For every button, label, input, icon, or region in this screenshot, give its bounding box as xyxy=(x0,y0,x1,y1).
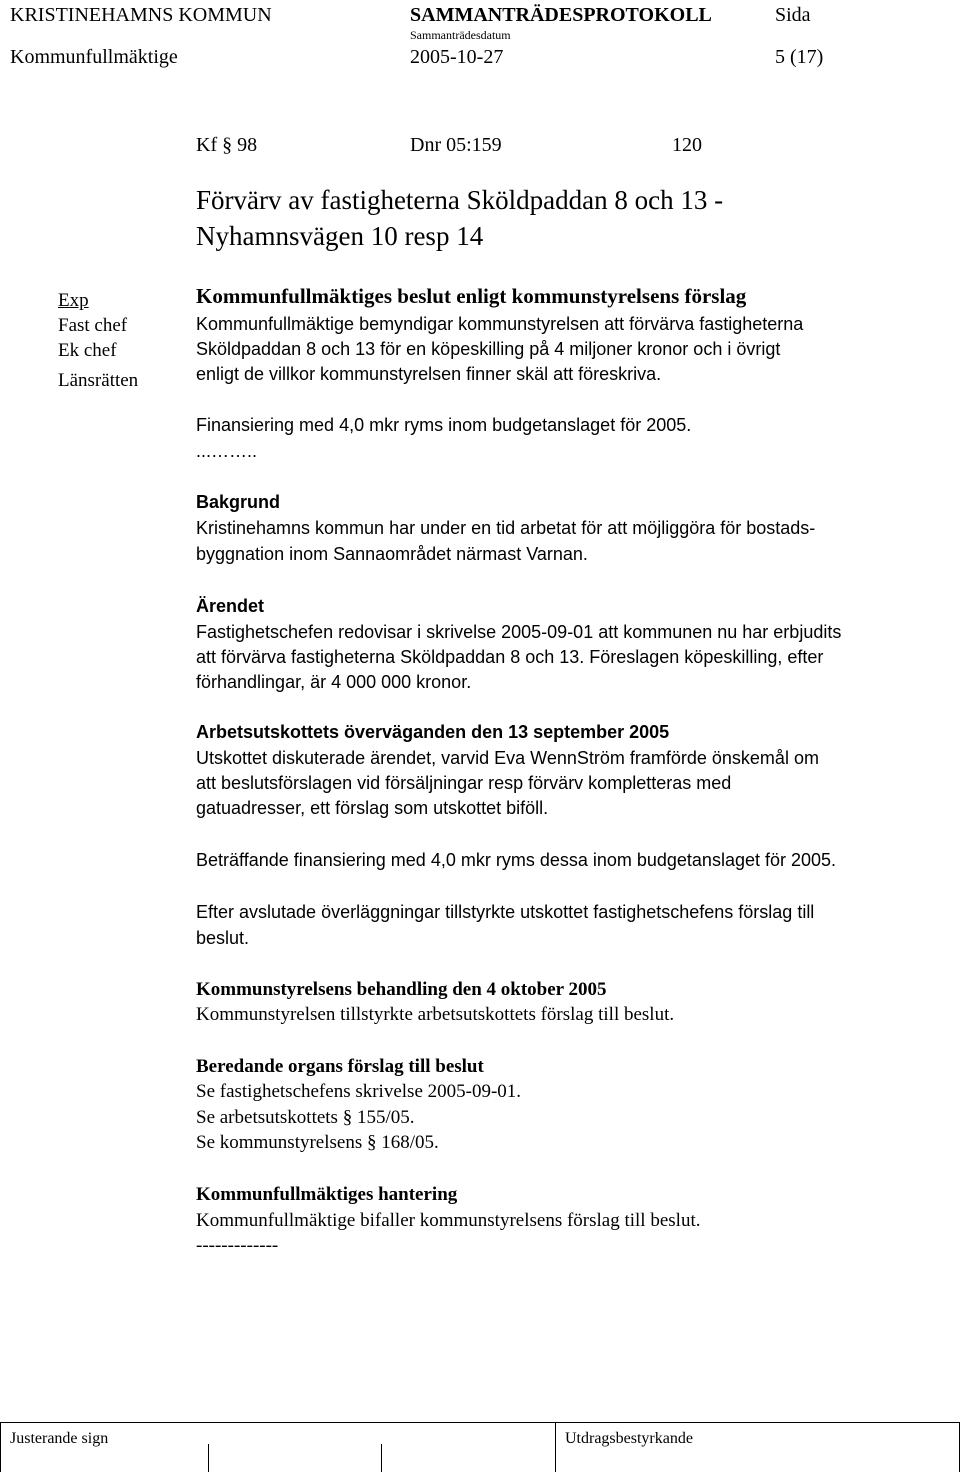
signature-box-divider xyxy=(208,1444,209,1472)
committee-heading: Arbetsutskottets överväganden den 13 september 2005 xyxy=(196,722,670,742)
prep-line: Se fastighetschefens skrivelse 2005-09-01. xyxy=(196,1081,522,1102)
kf-heading: Kommunfullmäktiges hantering xyxy=(196,1184,458,1205)
decision-line: Sköldpaddan 8 och 13 för en köpeskilling på 4 miljoner kronor och i övrigt xyxy=(196,339,781,359)
document-type: SAMMANTRÄDESPROTOKOLL xyxy=(410,4,712,26)
matter-line: att förvärva fastigheterna Sköldpaddan 8 och 13. Föreslagen köpeskilling, efter xyxy=(196,647,824,667)
committee-after-line: beslut. xyxy=(196,928,250,948)
committee-line: gatuadresser, ett förslag som utskottet biföll. xyxy=(196,798,549,818)
prep-heading: Beredande organs förslag till beslut xyxy=(196,1056,484,1077)
ks-heading: Kommunstyrelsens behandling den 4 oktober 2005 xyxy=(196,979,607,1000)
kf-dashes: ------------- xyxy=(196,1235,279,1256)
page-title-line1: Förvärv av fastigheterna Sköldpaddan 8 och 13 - xyxy=(196,185,724,215)
signature-box-divider xyxy=(381,1444,382,1472)
decision-dots: ...…….. xyxy=(196,441,258,461)
item-number: 120 xyxy=(672,134,702,156)
date-label: Sammanträdesdatum xyxy=(410,28,511,42)
decision-financing: Finansiering med 4,0 mkr ryms inom budgetanslaget för 2005. xyxy=(196,415,692,435)
page-label: Sida xyxy=(775,4,811,26)
footer-rule-left xyxy=(0,1422,1,1472)
diary-number: Dnr 05:159 xyxy=(410,134,502,156)
footer-extract-label: Utdragsbestyrkande xyxy=(565,1430,693,1447)
matter-line: Fastighetschefen redovisar i skrivelse 2005-09-01 att kommunen nu har erbjudits xyxy=(196,622,842,642)
matter-heading: Ärendet xyxy=(196,596,265,616)
footer-rule-mid xyxy=(555,1422,556,1472)
distribution-item: Ek chef xyxy=(58,340,117,361)
prep-line: Se kommunstyrelsens § 168/05. xyxy=(196,1132,439,1153)
decision-line: Kommunfullmäktige bemyndigar kommunstyrelsen att förvärva fastigheterna xyxy=(196,314,804,334)
distribution-exp: Exp xyxy=(58,290,89,311)
ks-text: Kommunstyrelsen tillstyrkte arbetsutskottets förslag till beslut. xyxy=(196,1004,675,1025)
decision-line: enligt de villkor kommunstyrelsen finner skäl att föreskriva. xyxy=(196,364,662,384)
meeting-date: 2005-10-27 xyxy=(410,46,504,68)
background-heading: Bakgrund xyxy=(196,492,281,512)
kf-text: Kommunfullmäktige bifaller kommunstyrelsens förslag till beslut. xyxy=(196,1210,701,1231)
page-number: 5 (17) xyxy=(775,46,824,68)
distribution-item: Fast chef xyxy=(58,315,128,336)
body-name: Kommunfullmäktige xyxy=(10,46,178,68)
page-title-line2: Nyhamnsvägen 10 resp 14 xyxy=(196,221,484,251)
committee-financing: Beträffande finansiering med 4,0 mkr ryms dessa inom budgetanslaget för 2005. xyxy=(196,850,837,870)
prep-line: Se arbetsutskottets § 155/05. xyxy=(196,1107,415,1128)
matter-line: förhandlingar, är 4 000 000 kronor. xyxy=(196,672,472,692)
municipality-name: KRISTINEHAMNS KOMMUN xyxy=(10,4,272,26)
footer-top-rule xyxy=(0,1422,960,1423)
footer-sign-label: Justerande sign xyxy=(10,1430,109,1447)
committee-after-line: Efter avslutade överläggningar tillstyrkte utskottet fastighetschefens förslag till xyxy=(196,902,815,922)
paragraph-ref: Kf § 98 xyxy=(196,134,258,156)
distribution-item: Länsrätten xyxy=(58,370,139,391)
committee-line: att beslutsförslagen vid försäljningar resp förvärv kompletteras med xyxy=(196,773,732,793)
decision-heading: Kommunfullmäktiges beslut enligt kommunstyrelsens förslag xyxy=(196,284,747,308)
committee-line: Utskottet diskuterade ärendet, varvid Eva WennStröm framförde önskemål om xyxy=(196,748,819,768)
background-line: byggnation inom Sannaområdet närmast Varnan. xyxy=(196,544,588,564)
background-line: Kristinehamns kommun har under en tid arbetat för att möjliggöra för bostads- xyxy=(196,518,816,538)
